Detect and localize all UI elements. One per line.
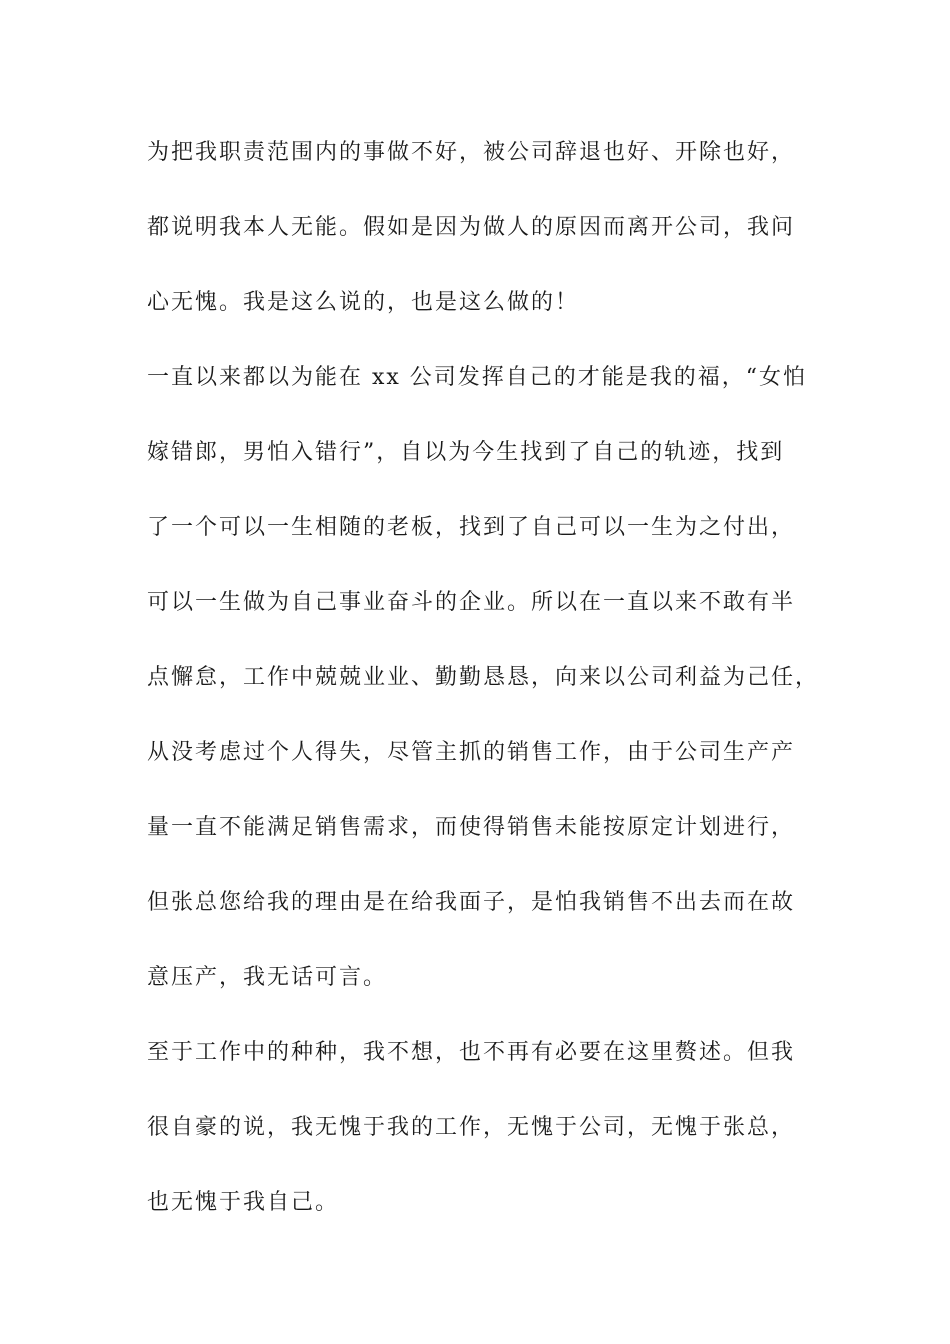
text-line: 都说明我本人无能。假如是因为做人的原因而离开公司，我问 bbox=[147, 215, 796, 240]
text-line: 一直以来都以为能在 xx 公司发挥自己的才能是我的福，“女怕 bbox=[147, 365, 808, 390]
document-body bbox=[147, 133, 837, 1258]
text-line: 可以一生做为自己事业奋斗的企业。所以在一直以来不敢有半 bbox=[147, 590, 796, 615]
text-line: 嫁错郎，男怕入错行”，自以为今生找到了自己的轨迹，找到 bbox=[147, 440, 785, 465]
text-line: 也无愧于我自己。 bbox=[147, 1190, 340, 1215]
text-line: 心无愧。我是这么说的，也是这么做的！ bbox=[147, 290, 580, 315]
text-line: 为把我职责范围内的事做不好，被公司辞退也好、开除也好， bbox=[147, 140, 796, 165]
text-line: 意压产，我无话可言。 bbox=[147, 965, 388, 990]
text-line: 点懈怠，工作中兢兢业业、勤勤恳恳，向来以公司利益为己任， bbox=[147, 665, 820, 690]
text-line: 至于工作中的种种，我不想，也不再有必要在这里赘述。但我 bbox=[147, 1040, 796, 1065]
text-line: 量一直不能满足销售需求，而使得销售未能按原定计划进行， bbox=[147, 815, 796, 840]
text-line: 从没考虑过个人得失，尽管主抓的销售工作，由于公司生产产 bbox=[147, 740, 796, 765]
text-line: 很自豪的说，我无愧于我的工作，无愧于公司，无愧于张总， bbox=[147, 1115, 796, 1140]
text-line: 了一个可以一生相随的老板，找到了自己可以一生为之付出， bbox=[147, 515, 796, 540]
text-line: 但张总您给我的理由是在给我面子，是怕我销售不出去而在故 bbox=[147, 890, 796, 915]
